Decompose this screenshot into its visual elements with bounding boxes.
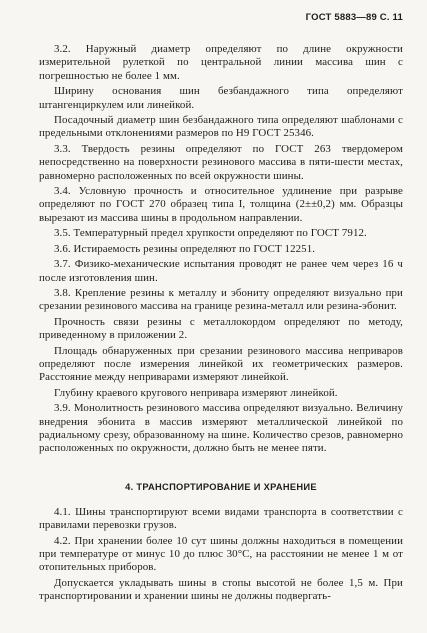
- document-body: [39, 43, 403, 606]
- paragraph-3-2: 3.2. Наружный диаметр определяют по длине окружности измерительной рулеткой по центральной линии массива шин с погрешностью не более 1 мм.: [39, 43, 403, 82]
- paragraph-bond-strength: Прочность связи резины с металлокордом определяют по методу, приведенному в приложении 2.: [39, 315, 403, 342]
- paragraph-unwelded-area: Площадь обнаруженных при срезании резинового массива неприваров определяют после измерения линейкой их геометрических размеров. Расстояние между неприварами измеряют линейкой.: [39, 344, 403, 384]
- paragraph-3-4: 3.4. Условную прочность и относительное удлинение при разрыве определяют по ГОСТ 270 образец типа I, толщина (2±±0,2) мм. Образцы вырезают из массива шины в продольном направлении.: [39, 185, 403, 224]
- section-title: 4. ТРАНСПОРТИРОВАНИЕ И ХРАНЕНИЕ: [125, 481, 317, 492]
- paragraph-edge-depth: Глубину краевого кругового непривара измеряют линейкой.: [54, 386, 338, 399]
- page-header: ГОСТ 5883—89 С. 11: [305, 12, 403, 23]
- paragraph-seat-diameter: Посадочный диаметр шин безбандажного типа определяют шаблонами с предельными отклонениями размеров по Н9 ГОСТ 25346.: [39, 114, 403, 140]
- paragraph-3-5: 3.5. Температурный предел хрупкости определяют по ГОСТ 7912.: [54, 227, 367, 240]
- paragraph-3-3: 3.3. Твердость резины определяют по ГОСТ 263 твердомером непосредственно на поверхности резинового массива в пяти-шести местах, равномерно расположенных по всей окружности шины.: [39, 142, 403, 182]
- paragraph-4-2: 4.2. При хранении более 10 сут шины должны находиться в помещении при температуре от минус 10 до плюс 30°С, на расстоянии не менее 1 м от отопительных приборов.: [39, 534, 403, 574]
- paragraph-width: Ширину основания шин безбандажного типа определяют штангенциркулем или линейкой.: [39, 85, 403, 111]
- paragraph-stacking: Допускается укладывать шины в стопы высотой не более 1,5 м. При транспортировании и хранении шины не должны подвергать-: [39, 576, 403, 603]
- paragraph-4-1: 4.1. Шины транспортируют всеми видами транспорта в соответствии с правилами перевозки грузов.: [39, 505, 403, 532]
- paragraph-3-8: 3.8. Крепление резины к металлу и эбониту определяют визуально при срезании резинового массива на границе резина-металл или резина-эбонит.: [39, 286, 403, 313]
- paragraph-3-7: 3.7. Физико-механические испытания проводят не ранее чем через 16 ч после изготовления шин.: [39, 258, 403, 284]
- paragraph-3-6: 3.6. Истираемость резины определяют по ГОСТ 12251.: [54, 242, 316, 255]
- paragraph-3-9: 3.9. Монолитность резинового массива определяют визуально. Величину внедрения эбонита в массив измеряют металлической линейкой по радиальному срезу, образованному на шине. Количество срезов, равномерно расположенных по окружности, должно быть не менее пяти.: [39, 402, 403, 455]
